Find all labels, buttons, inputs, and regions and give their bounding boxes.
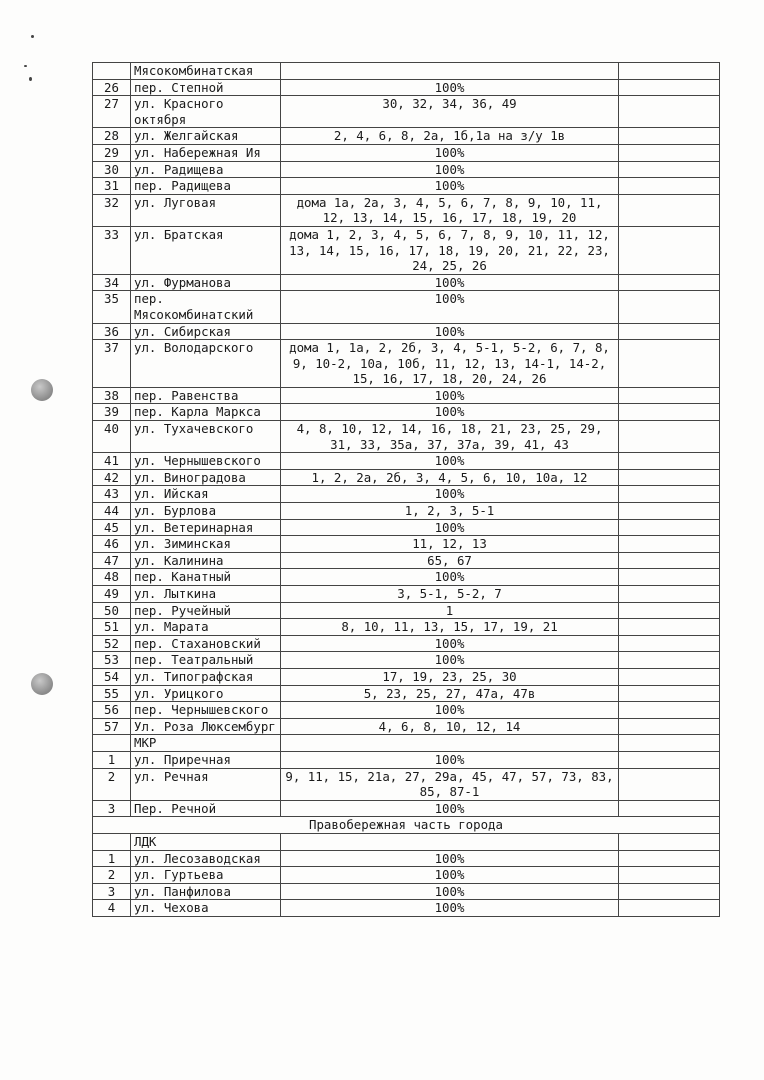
house-numbers: 100% (281, 161, 619, 178)
house-numbers: 100% (281, 900, 619, 917)
table-row (93, 453, 720, 470)
houses-cell (281, 735, 619, 752)
house-numbers: 100% (281, 635, 619, 652)
house-numbers: 100% (281, 387, 619, 404)
section-row (93, 63, 720, 80)
row-number: 57 (93, 718, 131, 735)
table-row (93, 900, 720, 917)
street-name: ул. Чехова (131, 900, 281, 917)
street-name: ул. Лыткина (131, 586, 281, 603)
house-numbers: 100% (281, 291, 619, 323)
house-numbers: 100% (281, 652, 619, 669)
row-number: 28 (93, 128, 131, 145)
street-name: Ул. Роза Люксембург (131, 718, 281, 735)
row-number: 44 (93, 503, 131, 520)
table-row (93, 635, 720, 652)
row-number: 38 (93, 387, 131, 404)
extra-cell (619, 144, 720, 161)
house-numbers: 100% (281, 486, 619, 503)
table-row (93, 503, 720, 520)
section-heading: Правобережная часть города (93, 817, 720, 834)
extra-cell (619, 291, 720, 323)
houses-cell (281, 63, 619, 80)
row-number: 48 (93, 569, 131, 586)
scan-speck (24, 65, 27, 67)
extra-cell (619, 128, 720, 145)
extra-cell (619, 883, 720, 900)
table-row (93, 519, 720, 536)
table-row (93, 751, 720, 768)
row-number-cell (93, 63, 131, 80)
table-row (93, 96, 720, 128)
street-name: ул. Братская (131, 226, 281, 274)
row-number: 29 (93, 144, 131, 161)
row-number: 4 (93, 900, 131, 917)
street-name: ул. Зиминская (131, 536, 281, 553)
row-number: 52 (93, 635, 131, 652)
street-name: пер. Радищева (131, 178, 281, 195)
row-number-cell (93, 735, 131, 752)
house-numbers: 100% (281, 178, 619, 195)
scan-speck (31, 35, 34, 38)
row-number: 41 (93, 453, 131, 470)
house-numbers: 100% (281, 404, 619, 421)
house-numbers: 9, 11, 15, 21а, 27, 29а, 45, 47, 57, 73, 83, 85, 87-1 (281, 768, 619, 800)
table-row (93, 291, 720, 323)
house-numbers: 100% (281, 519, 619, 536)
section-row (93, 833, 720, 850)
street-name: ул. Красного октября (131, 96, 281, 128)
house-numbers: 65, 67 (281, 552, 619, 569)
table-row (93, 323, 720, 340)
street-name: ул. Речная (131, 768, 281, 800)
table-row (93, 768, 720, 800)
house-numbers: 5, 23, 25, 27, 47а, 47в (281, 685, 619, 702)
row-number: 37 (93, 340, 131, 388)
table-row (93, 274, 720, 291)
house-numbers: дома 1, 1а, 2, 2б, 3, 4, 5-1, 5-2, 6, 7, 8, 9, 10-2, 10а, 10б, 11, 12, 13, 14-1, 14-2, 15, 16, 17, 18, 20, 24, 26 (281, 340, 619, 388)
table-row (93, 161, 720, 178)
row-number-cell (93, 833, 131, 850)
row-number: 53 (93, 652, 131, 669)
street-name: ул. Набережная Ия (131, 144, 281, 161)
table-row (93, 536, 720, 553)
row-number: 3 (93, 883, 131, 900)
street-name: ул. Володарского (131, 340, 281, 388)
house-numbers: 1, 2, 3, 5-1 (281, 503, 619, 520)
row-number: 34 (93, 274, 131, 291)
street-name: ул. Марата (131, 619, 281, 636)
house-numbers: 30, 32, 34, 36, 49 (281, 96, 619, 128)
street-name: ул. Виноградова (131, 469, 281, 486)
street-name: ул. Желгайская (131, 128, 281, 145)
house-numbers: 100% (281, 79, 619, 96)
street-name: ул. Калинина (131, 552, 281, 569)
table-row (93, 404, 720, 421)
extra-cell (619, 619, 720, 636)
street-name: ул. Фурманова (131, 274, 281, 291)
row-number: 39 (93, 404, 131, 421)
house-numbers: 100% (281, 751, 619, 768)
extra-cell (619, 586, 720, 603)
extra-cell (619, 800, 720, 817)
street-name: пер. Стахановский (131, 635, 281, 652)
house-numbers: 4, 8, 10, 12, 14, 16, 18, 21, 23, 25, 29, 31, 33, 35а, 37, 37а, 39, 41, 43 (281, 421, 619, 453)
house-numbers: 100% (281, 569, 619, 586)
row-number: 42 (93, 469, 131, 486)
extra-cell (619, 536, 720, 553)
extra-cell (619, 519, 720, 536)
table-row (93, 569, 720, 586)
row-number: 50 (93, 602, 131, 619)
table-row (93, 178, 720, 195)
house-numbers: 8, 10, 11, 13, 15, 17, 19, 21 (281, 619, 619, 636)
extra-cell (619, 702, 720, 719)
extra-cell (619, 486, 720, 503)
street-name: ул. Ветеринарная (131, 519, 281, 536)
street-name: ул. Ийская (131, 486, 281, 503)
row-number: 1 (93, 751, 131, 768)
section-heading-row (93, 817, 720, 834)
street-name: ул. Сибирская (131, 323, 281, 340)
table-row (93, 619, 720, 636)
house-numbers: 1 (281, 602, 619, 619)
row-number: 2 (93, 768, 131, 800)
extra-cell (619, 867, 720, 884)
extra-cell (619, 602, 720, 619)
row-number: 47 (93, 552, 131, 569)
extra-cell (619, 503, 720, 520)
extra-cell (619, 850, 720, 867)
extra-cell (619, 552, 720, 569)
row-number: 30 (93, 161, 131, 178)
table-row (93, 486, 720, 503)
table-row (93, 128, 720, 145)
row-number: 2 (93, 867, 131, 884)
table-row (93, 194, 720, 226)
row-number: 33 (93, 226, 131, 274)
extra-cell (619, 274, 720, 291)
extra-cell (619, 900, 720, 917)
extra-cell (619, 178, 720, 195)
row-number: 56 (93, 702, 131, 719)
row-number: 46 (93, 536, 131, 553)
table-row (93, 883, 720, 900)
table-row (93, 668, 720, 685)
street-name: пер. Мясокомбинатский (131, 291, 281, 323)
street-name: пер. Ручейный (131, 602, 281, 619)
row-number: 31 (93, 178, 131, 195)
street-name: ул. Тухачевского (131, 421, 281, 453)
row-number: 27 (93, 96, 131, 128)
house-numbers: 100% (281, 144, 619, 161)
table-row (93, 602, 720, 619)
street-name: пер. Театральный (131, 652, 281, 669)
house-numbers: 4, 6, 8, 10, 12, 14 (281, 718, 619, 735)
row-number: 3 (93, 800, 131, 817)
extra-cell (619, 194, 720, 226)
house-numbers: 100% (281, 850, 619, 867)
extra-cell (619, 96, 720, 128)
house-numbers: 17, 19, 23, 25, 30 (281, 668, 619, 685)
table-row (93, 552, 720, 569)
table-row (93, 652, 720, 669)
section-label: ЛДК (131, 833, 281, 850)
table-row (93, 718, 720, 735)
street-name: ул. Гуртьева (131, 867, 281, 884)
houses-cell (281, 833, 619, 850)
extra-cell (619, 469, 720, 486)
street-name: пер. Равенства (131, 387, 281, 404)
extra-cell (619, 685, 720, 702)
street-name: ул. Урицкого (131, 685, 281, 702)
extra-cell (619, 226, 720, 274)
street-list-table (92, 62, 720, 917)
table-row (93, 469, 720, 486)
house-numbers: 11, 12, 13 (281, 536, 619, 553)
extra-cell (619, 652, 720, 669)
extra-cell (619, 404, 720, 421)
row-number: 32 (93, 194, 131, 226)
house-numbers: 3, 5-1, 5-2, 7 (281, 586, 619, 603)
street-name: ул. Чернышевского (131, 453, 281, 470)
house-numbers: дома 1, 2, 3, 4, 5, 6, 7, 8, 9, 10, 11, 12, 13, 14, 15, 16, 17, 18, 19, 20, 21, 22, 23, 24, 25, 26 (281, 226, 619, 274)
house-numbers: 1, 2, 2а, 2б, 3, 4, 5, 6, 10, 10а, 12 (281, 469, 619, 486)
row-number: 45 (93, 519, 131, 536)
extra-cell (619, 768, 720, 800)
table-row (93, 867, 720, 884)
table-row (93, 850, 720, 867)
street-name: ул. Лесозаводская (131, 850, 281, 867)
street-name: ул. Типографская (131, 668, 281, 685)
row-number: 40 (93, 421, 131, 453)
extra-cell (619, 161, 720, 178)
table-row (93, 800, 720, 817)
extra-cell (619, 421, 720, 453)
extra-cell (619, 387, 720, 404)
street-name: пер. Канатный (131, 569, 281, 586)
house-numbers: дома 1а, 2а, 3, 4, 5, 6, 7, 8, 9, 10, 11, 12, 13, 14, 15, 16, 17, 18, 19, 20 (281, 194, 619, 226)
scan-speck (29, 77, 32, 81)
extra-cell (619, 323, 720, 340)
punch-hole (31, 379, 53, 401)
row-number: 36 (93, 323, 131, 340)
house-numbers: 100% (281, 453, 619, 470)
section-label: МКР (131, 735, 281, 752)
street-name: ул. Радищева (131, 161, 281, 178)
extra-cell (619, 79, 720, 96)
house-numbers: 100% (281, 702, 619, 719)
row-number: 55 (93, 685, 131, 702)
table-row (93, 340, 720, 388)
street-name: ул. Панфилова (131, 883, 281, 900)
table-row (93, 586, 720, 603)
table-row (93, 421, 720, 453)
extra-cell (619, 751, 720, 768)
street-name: ул. Бурлова (131, 503, 281, 520)
street-name: пер. Карла Маркса (131, 404, 281, 421)
section-label: Мясокомбинатская (131, 63, 281, 80)
house-numbers: 100% (281, 274, 619, 291)
street-name: пер. Чернышевского (131, 702, 281, 719)
extra-cell (619, 340, 720, 388)
street-name: ул. Луговая (131, 194, 281, 226)
table-row (93, 685, 720, 702)
extra-cell (619, 668, 720, 685)
house-numbers: 2, 4, 6, 8, 2а, 1б,1а на з/у 1в (281, 128, 619, 145)
extra-cell (619, 63, 720, 80)
table-row (93, 702, 720, 719)
house-numbers: 100% (281, 323, 619, 340)
row-number: 54 (93, 668, 131, 685)
house-numbers: 100% (281, 800, 619, 817)
street-name: Пер. Речной (131, 800, 281, 817)
row-number: 51 (93, 619, 131, 636)
extra-cell (619, 635, 720, 652)
extra-cell (619, 718, 720, 735)
row-number: 43 (93, 486, 131, 503)
row-number: 35 (93, 291, 131, 323)
extra-cell (619, 833, 720, 850)
street-name: ул. Приречная (131, 751, 281, 768)
row-number: 26 (93, 79, 131, 96)
extra-cell (619, 569, 720, 586)
row-number: 49 (93, 586, 131, 603)
table-row (93, 79, 720, 96)
table-row (93, 387, 720, 404)
row-number: 1 (93, 850, 131, 867)
punch-hole (31, 673, 53, 695)
section-row (93, 735, 720, 752)
extra-cell (619, 453, 720, 470)
house-numbers: 100% (281, 867, 619, 884)
table-row (93, 144, 720, 161)
street-name: пер. Степной (131, 79, 281, 96)
table-row (93, 226, 720, 274)
extra-cell (619, 735, 720, 752)
house-numbers: 100% (281, 883, 619, 900)
